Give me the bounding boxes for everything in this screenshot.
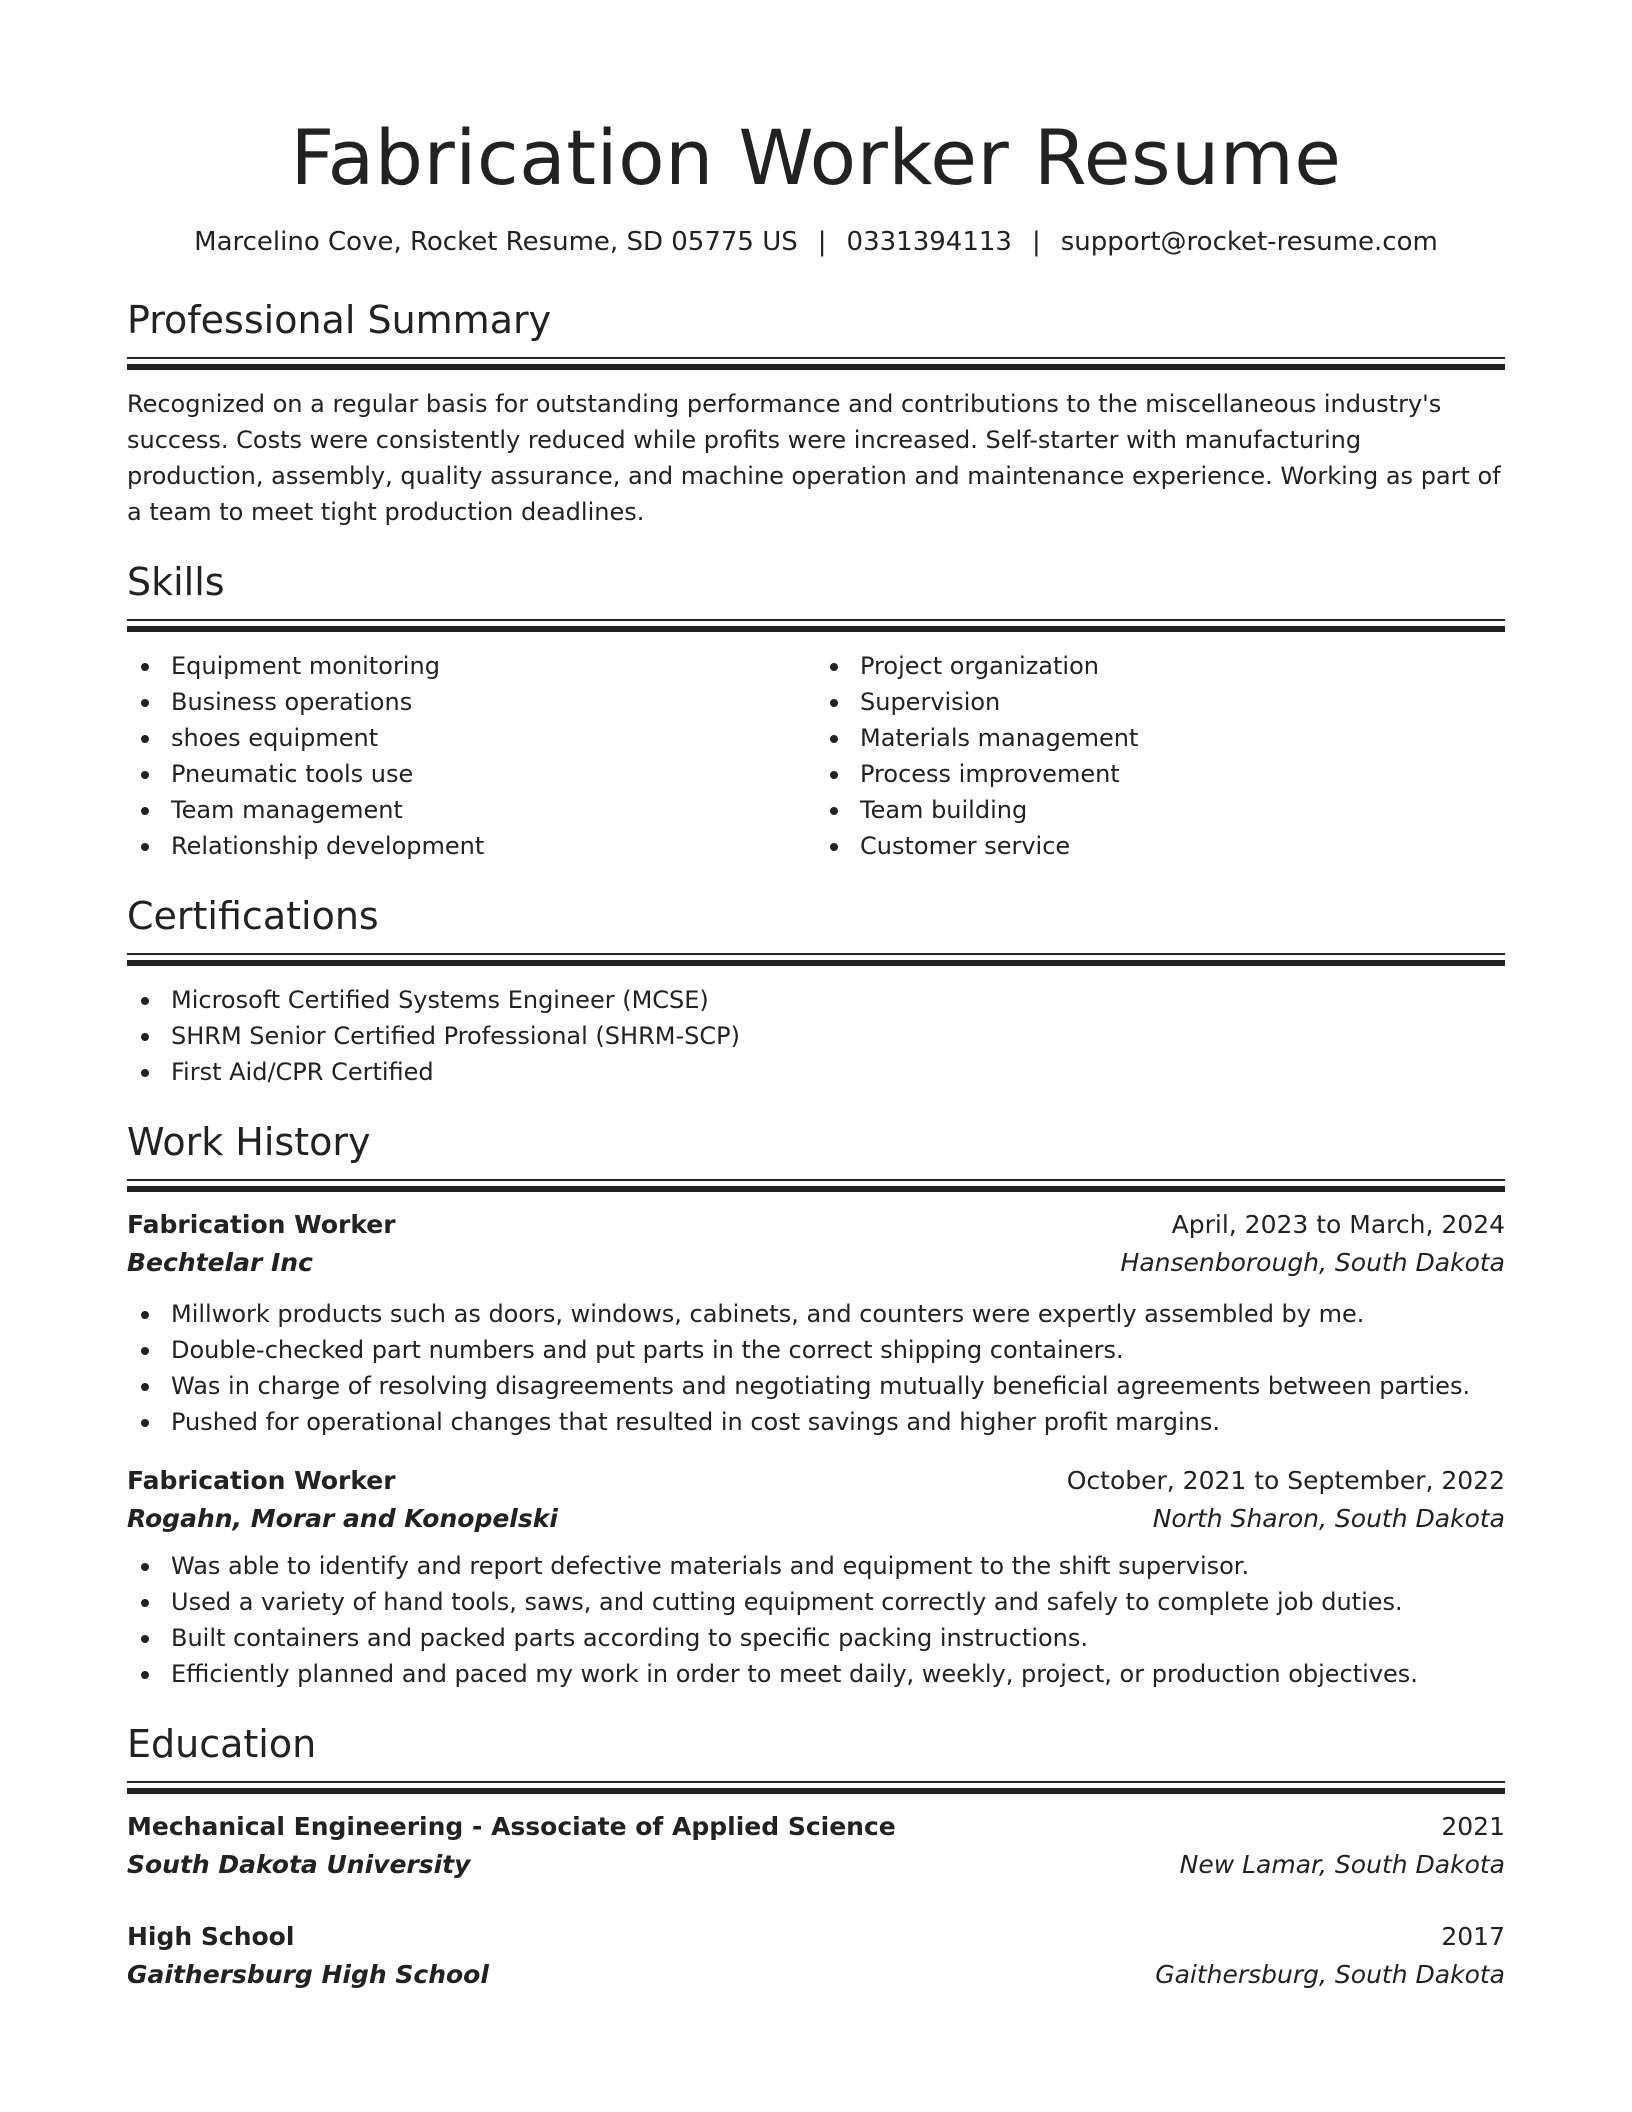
skill-item: Equipment monitoring <box>127 648 816 684</box>
job-bullet: Was in charge of resolving disagreements and negotiating mutually beneficial agreements between parties. <box>127 1368 1505 1404</box>
contact-line <box>127 229 1505 255</box>
education-header <box>127 1808 1505 1846</box>
skill-item: Team building <box>816 792 1505 828</box>
section-title-certifications: Certifications <box>127 894 379 938</box>
job-title: Fabrication Worker <box>127 1210 396 1239</box>
education-entry <box>127 1808 1505 1884</box>
job-company: Rogahn, Morar and Konopelski <box>127 1504 558 1533</box>
job-bullet: Was able to identify and report defective materials and equipment to the shift supervisor. <box>127 1548 1505 1584</box>
skill-item: Pneumatic tools use <box>127 756 816 792</box>
skill-item: Project organization <box>816 648 1505 684</box>
education-degree: Mechanical Engineering - Associate of Applied Science <box>127 1812 896 1841</box>
job-header <box>127 1462 1505 1500</box>
section-divider <box>127 364 1505 370</box>
job-location: Hansenborough, South Dakota <box>1120 1248 1505 1277</box>
certification-item: First Aid/CPR Certified <box>127 1054 1505 1090</box>
skill-item: shoes equipment <box>127 720 816 756</box>
contact-phone: 0331394113 <box>846 227 1012 257</box>
education-school: South Dakota University <box>127 1850 471 1879</box>
job-bullet: Millwork products such as doors, windows, cabinets, and counters were expertly assembled by me. <box>127 1296 1505 1332</box>
contact-address: Marcelino Cove, Rocket Resume, SD 05775 US <box>194 227 798 257</box>
section-title-skills: Skills <box>127 560 225 604</box>
job-dates: April, 2023 to March, 2024 <box>1171 1210 1505 1239</box>
section-title-education: Education <box>127 1722 317 1766</box>
education-year: 2017 <box>1441 1922 1505 1951</box>
job-subheader <box>127 1500 1505 1538</box>
section-divider <box>127 960 1505 966</box>
skills-columns <box>127 648 1505 864</box>
certification-item: Microsoft Certified Systems Engineer (MCSE) <box>127 982 1505 1018</box>
certification-item: SHRM Senior Certified Professional (SHRM-SCP) <box>127 1018 1505 1054</box>
education-location: New Lamar, South Dakota <box>1179 1850 1505 1879</box>
education-section <box>127 1722 1505 1994</box>
certifications-section <box>127 894 1505 1090</box>
education-subheader <box>127 1956 1505 1994</box>
certifications-list <box>127 982 1505 1090</box>
job-subheader <box>127 1244 1505 1282</box>
skill-item: Customer service <box>816 828 1505 864</box>
job-company: Bechtelar Inc <box>127 1248 313 1277</box>
education-entry <box>127 1918 1505 1994</box>
skill-item: Relationship development <box>127 828 816 864</box>
job-entry <box>127 1206 1505 1440</box>
section-divider <box>127 953 1505 955</box>
job-location: North Sharon, South Dakota <box>1152 1504 1505 1533</box>
summary-section <box>127 298 1505 530</box>
section-divider <box>127 626 1505 632</box>
contact-separator: | <box>817 227 827 257</box>
summary-text: Recognized on a regular basis for outstanding performance and contributions to the miscellaneous industry's success. Costs were consistently reduced while profits were increased. Self-starter with manufacturing production, assembly, quality assurance, and machine operation and maintenance experience. Working as part of a team to meet tight production deadlines. <box>127 390 1501 526</box>
section-divider <box>127 1781 1505 1783</box>
section-divider <box>127 1179 1505 1181</box>
resume-title: Fabrication Worker Resume <box>290 113 1342 202</box>
section-divider <box>127 1788 1505 1794</box>
education-header <box>127 1918 1505 1956</box>
skill-item: Supervision <box>816 684 1505 720</box>
contact-email: support@rocket-resume.com <box>1060 227 1438 257</box>
education-year: 2021 <box>1441 1812 1505 1841</box>
job-bullet-list <box>127 1296 1505 1440</box>
job-bullet: Efficiently planned and paced my work in order to meet daily, weekly, project, or production objectives. <box>127 1656 1505 1692</box>
skills-list-right <box>816 648 1505 864</box>
skill-item: Business operations <box>127 684 816 720</box>
education-school: Gaithersburg High School <box>127 1960 489 1989</box>
education-location: Gaithersburg, South Dakota <box>1155 1960 1505 1989</box>
section-divider <box>127 619 1505 621</box>
contact-separator: | <box>1031 227 1041 257</box>
job-bullet: Used a variety of hand tools, saws, and cutting equipment correctly and safely to complete job duties. <box>127 1584 1505 1620</box>
skill-item: Materials management <box>816 720 1505 756</box>
section-divider <box>127 357 1505 359</box>
job-dates: October, 2021 to September, 2022 <box>1066 1466 1505 1495</box>
job-bullet: Double-checked part numbers and put parts in the correct shipping containers. <box>127 1332 1505 1368</box>
job-header <box>127 1206 1505 1244</box>
skill-item: Process improvement <box>816 756 1505 792</box>
section-title-work: Work History <box>127 1120 371 1164</box>
education-degree: High School <box>127 1922 295 1951</box>
job-entry <box>127 1462 1505 1692</box>
job-bullet: Pushed for operational changes that resulted in cost savings and higher profit margins. <box>127 1404 1505 1440</box>
skills-list-left <box>127 648 816 864</box>
skills-section <box>127 560 1505 864</box>
job-title: Fabrication Worker <box>127 1466 396 1495</box>
education-subheader <box>127 1846 1505 1884</box>
work-section <box>127 1120 1505 1692</box>
section-divider <box>127 1186 1505 1192</box>
job-bullet-list <box>127 1548 1505 1692</box>
section-title-summary: Professional Summary <box>127 298 552 342</box>
skill-item: Team management <box>127 792 816 828</box>
job-bullet: Built containers and packed parts according to specific packing instructions. <box>127 1620 1505 1656</box>
